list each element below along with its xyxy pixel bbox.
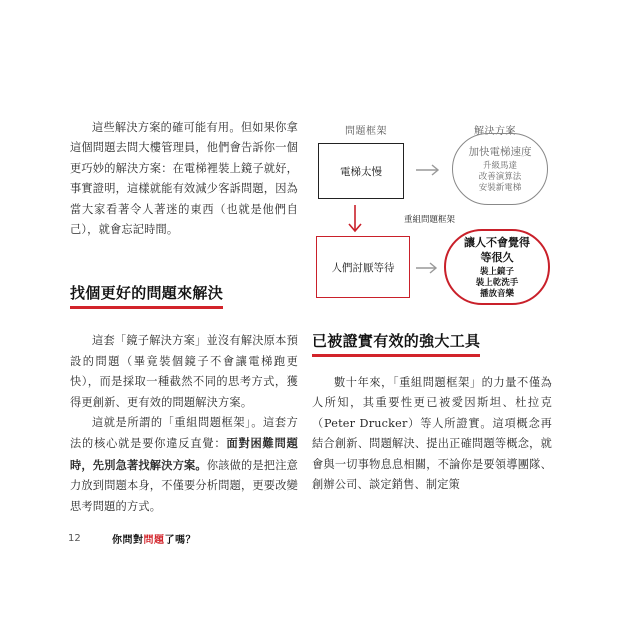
paragraph-proven-tool: 數十年來，「重組問題框架」的力量不僅為人所知，其重要性更已被愛因斯坦、杜拉克（Peter Drucker）等人所證實。這項概念再結合創新、問題解決、提出正確問題等概念，就會與一切事物息息相關，不論你是要領導團隊、創辦公司、談定銷售、制定策 — [312, 376, 552, 492]
arrow-down-reframe-icon — [349, 205, 361, 231]
paragraph-mirror-solution: 這些解決方案的確可能有用。但如果你拿這個問題去問大樓管理員，他們會告訴你一個更巧妙的解決方案：在電梯裡裝上鏡子就好，事實證明，這樣就能有效減少客訴問題，因為當大家看著令人著迷的東西（也就是他們自己），就會忘記時間。 — [70, 121, 298, 237]
reframing-text-start: 這就是所謂的「重組問題框架」。這套方法的核心就是要你違反直覺： — [70, 416, 298, 451]
running-title — [112, 531, 196, 546]
arrow-right-bottom-icon — [416, 263, 436, 273]
arrow-right-top-icon — [416, 165, 438, 175]
label-reframe: 重組問題框架 — [404, 215, 456, 225]
box-people-hate-waiting-text: 人們討厭等待 — [331, 261, 395, 274]
running-title-post: 了嗎？ — [164, 535, 196, 546]
cloud-wait-item: 播放音樂 — [479, 288, 514, 299]
page-number: 12 — [68, 533, 81, 544]
cloud-speed-up-item: 改善演算法 — [478, 171, 522, 182]
cloud-wait-item: 裝上鏡子 — [479, 266, 514, 277]
section-heading-proven-tool: 已被證實有效的強大工具 — [312, 332, 481, 350]
cloud-wait-title-line1: 讓人不會覺得 — [464, 235, 530, 249]
cloud-wait-title-line2: 等很久 — [480, 250, 514, 264]
cloud-speed-up-item: 安裝新電梯 — [478, 182, 522, 193]
reframing-emphasis: 面對困難問題時，先別急著找解決方案。 — [70, 436, 298, 472]
running-title-highlight: 問題 — [143, 535, 165, 546]
label-problem-frame: 問題框架 — [345, 126, 387, 137]
box-elevator-slow-text: 電梯太慢 — [340, 165, 382, 178]
right-column — [312, 330, 552, 495]
cloud-speed-up-item: 升級馬達 — [482, 160, 517, 171]
running-title-pre: 你問對 — [112, 535, 144, 546]
reframing-text-end: 你該做的是把注意力放到問題本身，不僅要分析問題，更要改變思考問題的方式。 — [70, 458, 298, 513]
paragraph-mirror-explanation: 這套「鏡子解決方案」並沒有解決原本預設的問題（畢竟裝個鏡子不會讓電梯跑更快），而是採取一種截然不同的思考方式，獲得更創新、更有效的問題解決方案。 — [70, 334, 298, 409]
cloud-speed-up-title: 加快電梯速度 — [468, 145, 532, 158]
label-solutions: 解決方案 — [474, 126, 516, 137]
cloud-wait-item: 裝上乾洗手 — [475, 277, 519, 288]
section-heading-better-problem: 找個更好的問題來解決 — [70, 284, 224, 303]
